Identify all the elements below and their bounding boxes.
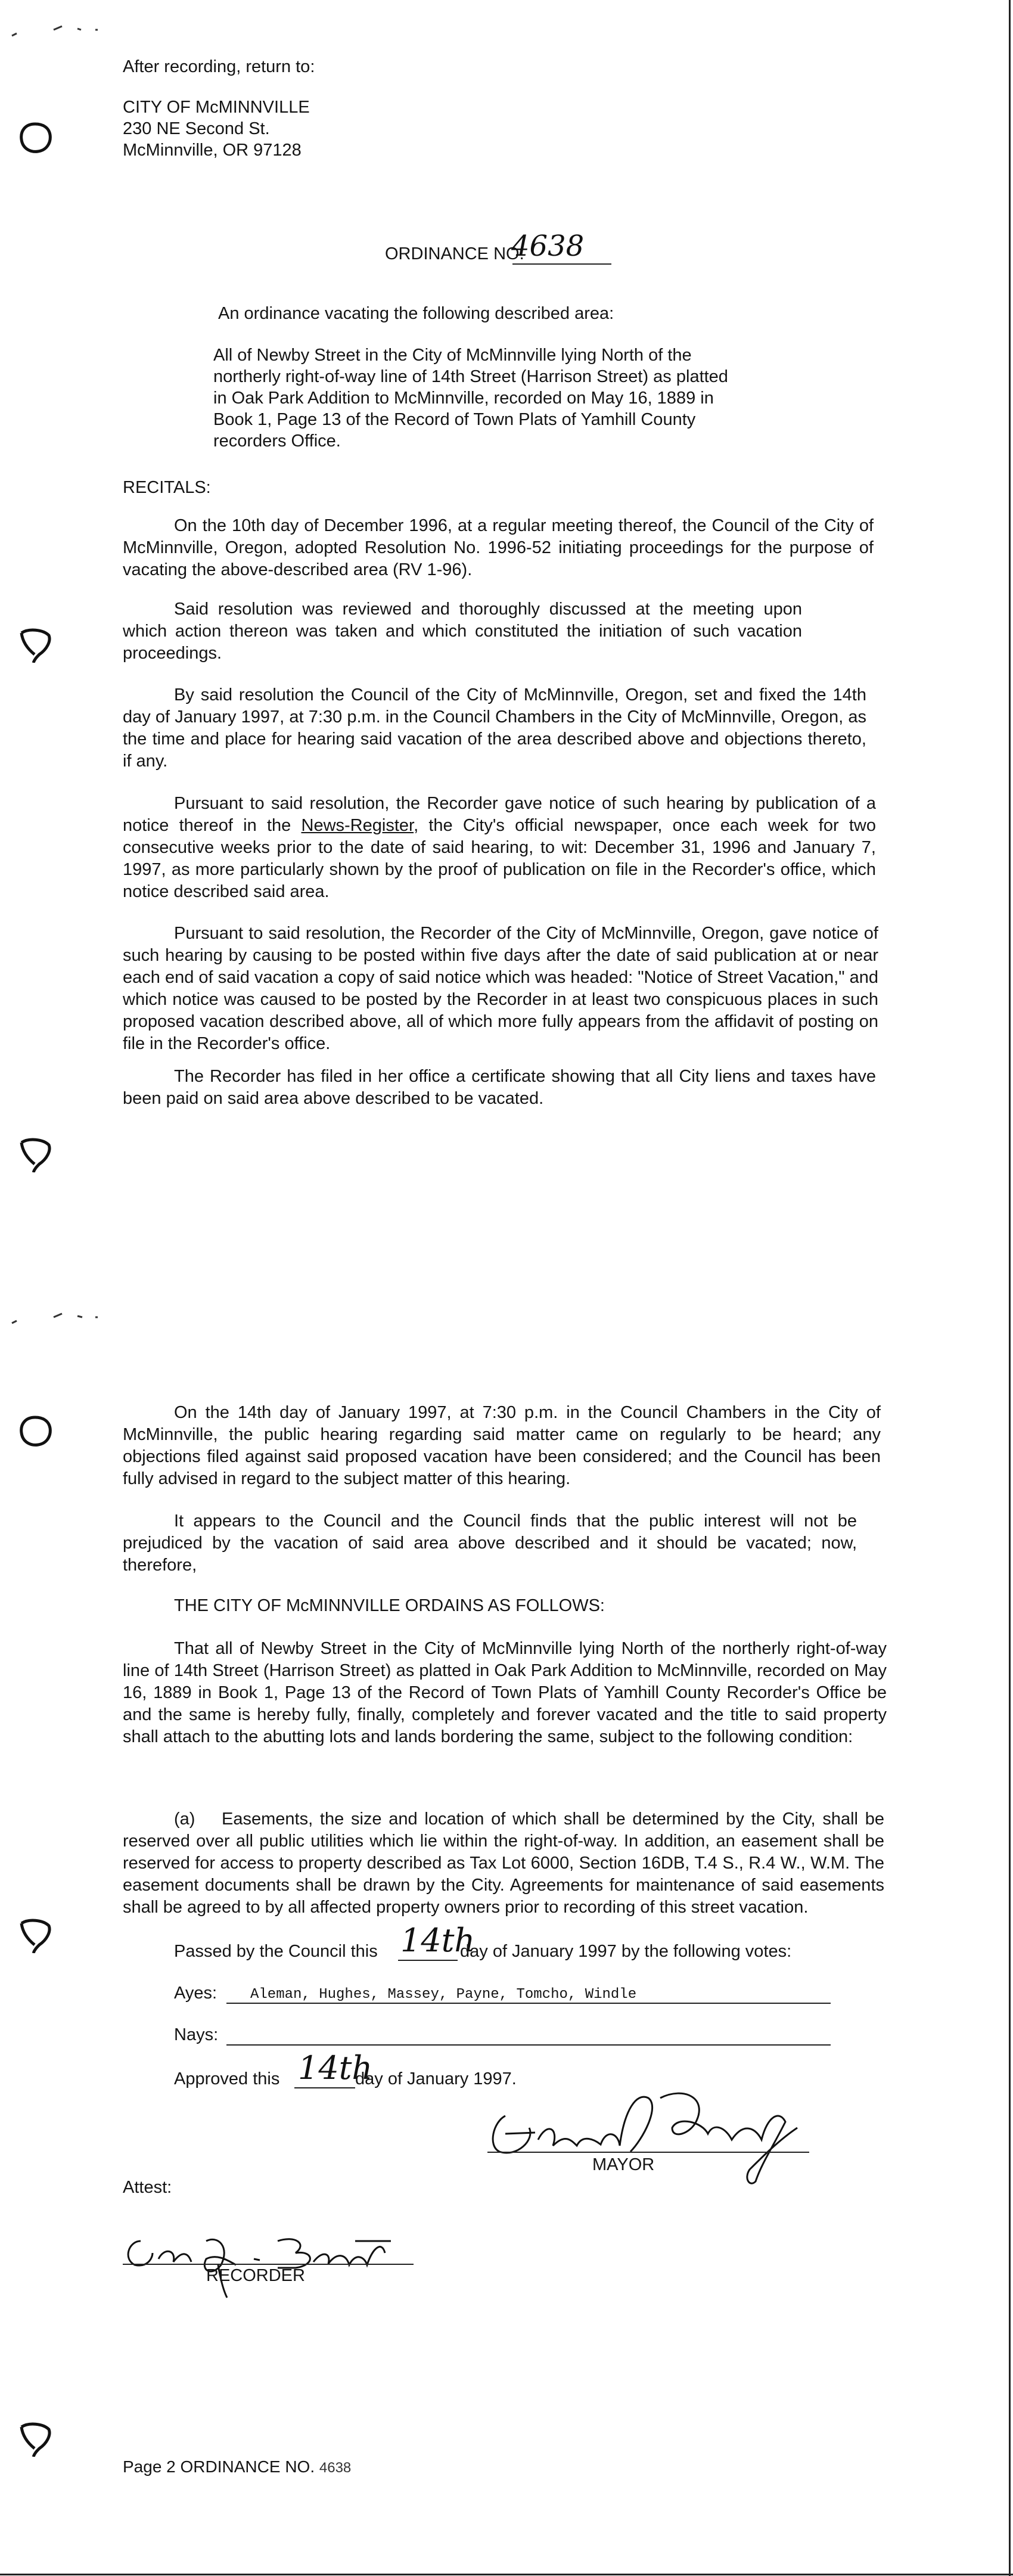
ordinance-number-handwritten: 4638 <box>511 229 585 263</box>
p4-text-before: Pursuant to said resolution, the Recorder gave notice of such hearing by publication of a notice thereof in the <box>123 794 876 835</box>
ordains-heading: THE CITY OF McMINNVILLE ORDAINS AS FOLLOWS: <box>174 1596 605 1615</box>
address-line-2: 230 NE Second St. <box>123 119 270 138</box>
approved-text-after: day of January 1997. <box>355 2069 517 2088</box>
description-line-5: recorders Office. <box>213 432 341 451</box>
approved-day-handwritten: 14th <box>298 2049 373 2087</box>
recital-paragraph-6: The Recorder has filed in her office a certificate showing that all City liens and taxes have been paid on said area above described to be vacated. <box>123 1067 876 1108</box>
mayor-signature-line <box>487 2152 809 2153</box>
passed-day-handwritten: 14th <box>400 1922 476 1959</box>
page-border-bottom <box>0 2574 1013 2575</box>
approved-text-before: Approved this <box>174 2069 280 2088</box>
passed-text-before: Passed by the Council this <box>174 1942 378 1961</box>
condition-label: (a) <box>174 1810 195 1829</box>
mayor-label: MAYOR <box>592 2155 655 2174</box>
nays-underline <box>226 2044 831 2046</box>
recital-paragraph-3: By said resolution the Council of the City of McMinnville, Oregon, set and fixed the 14th day of January 1997, at 7:30 p.m. in the Council Chambers in the City of McMinnville, Oregon, as the time and place for hearing said vacation of the area described above and objections thereto, if any. <box>123 685 866 771</box>
footer-prefix: Page 2 ORDINANCE NO. <box>123 2457 315 2476</box>
attest-label: Attest: <box>123 2178 172 2197</box>
recital-paragraph-4 <box>123 793 876 903</box>
address-line-1: CITY OF McMINNVILLE <box>123 98 310 117</box>
scan-speck-top <box>6 18 125 42</box>
recital-paragraph-1: On the 10th day of December 1996, at a regular meeting thereof, the Council of the City of McMinnville, Oregon, adopted Resolution No. 1996-52 initiating proceedings for the purpose of vacating the above-described area (RV 1-96). <box>123 516 874 579</box>
passed-day-underline <box>398 1960 458 1961</box>
return-to-label: After recording, return to: <box>123 57 315 76</box>
binder-hole-6 <box>17 2420 54 2457</box>
recitals-heading: RECITALS: <box>123 478 211 497</box>
recorder-signature <box>117 2217 427 2301</box>
p4-text-after: , the City's official newspaper, once each week for two consecutive weeks prior to the date of said hearing, to wit: December 31, 1996 and January 7, 1997, as more particularly shown by the proof of publication on file in the Recorder's office, which notice described said area. <box>123 816 876 901</box>
footer-number: 4638 <box>319 2460 352 2476</box>
binder-hole-1 <box>17 119 54 156</box>
approved-day-underline <box>294 2087 355 2088</box>
address-line-3: McMinnville, OR 97128 <box>123 141 302 160</box>
passed-text-after: day of January 1997 by the following votes: <box>460 1942 792 1961</box>
binder-hole-2 <box>17 626 54 663</box>
binder-hole-3 <box>17 1135 54 1172</box>
scan-speck-middle <box>6 1305 125 1329</box>
ayes-label: Ayes: <box>174 1984 217 2003</box>
binder-hole-5 <box>17 1916 54 1953</box>
description-line-3: in Oak Park Addition to McMinnville, recorded on May 16, 1889 in <box>213 389 714 408</box>
findings-paragraph: It appears to the Council and the Council finds that the public interest will not be prejudiced by the vacation of said area above described and it should be vacated; now, therefore, <box>123 1512 857 1575</box>
description-line-2: northerly right-of-way line of 14th Street (Harrison Street) as platted <box>213 367 728 386</box>
description-line-4: Book 1, Page 13 of the Record of Town Plats of Yamhill County <box>213 410 696 429</box>
recital-paragraph-2: Said resolution was reviewed and thoroughly discussed at the meeting upon which action thereon was taken and which constituted the initiation of such vacation proceedings. <box>123 600 802 663</box>
ordinance-intro: An ordinance vacating the following described area: <box>218 304 614 323</box>
recorder-label: RECORDER <box>206 2266 305 2285</box>
ordinance-number-underline <box>512 263 611 265</box>
page-border-right <box>1009 0 1011 2576</box>
recital-paragraph-5: Pursuant to said resolution, the Recorder of the City of McMinnville, Oregon, gave notice of such hearing by causing to be posted within five days after the date of said publication at or near each end of said vacation a copy of said notice which was headed: "Notice of Street Vacation," and which notice was caused to be posted by the Recorder in at least two conspicuous places in such proposed vacation described above, all of which more fully appears from the affidavit of posting on file in the Recorder's office. <box>123 924 878 1053</box>
hearing-paragraph: On the 14th day of January 1997, at 7:30 p.m. in the Council Chambers in the City of McMinnville, the public hearing regarding said matter came on regularly to be heard; any objections filed against said proposed vacation have been considered; and the Council has been fully advised in regard to the subject matter of this hearing. <box>123 1403 881 1488</box>
ordinance-title-label: ORDINANCE NO. <box>385 244 524 263</box>
ayes-underline <box>226 2003 831 2004</box>
description-line-1: All of Newby Street in the City of McMinnville lying North of the <box>213 346 692 365</box>
nays-label: Nays: <box>174 2025 219 2044</box>
news-register-name: News-Register <box>301 816 414 835</box>
binder-hole-4 <box>17 1413 54 1450</box>
condition-paragraph: Easements, the size and location of which shall be determined by the City, shall be reserved over all public utilities which lie within the right-of-way. In addition, an easement shall be reserved for access to property described as Tax Lot 6000, Section 16DB, T.4 S., R.4 W., W.M. The easement documents shall be drawn by the City. Agreements for maintenance of said easements shall be agreed to by all affected property owners prior to recording of this street vacation. <box>123 1810 884 1917</box>
ayes-value: Aleman, Hughes, Massey, Payne, Tomcho, Windle <box>250 1987 637 2003</box>
page-footer <box>123 2456 351 2479</box>
vacation-paragraph: That all of Newby Street in the City of McMinnville lying North of the northerly right-of-way line of 14th Street (Harrison Street) as platted in Oak Park Addition to McMinnville, recorded on May 16, 1889 in Book 1, Page 13 of the Record of Town Plats of Yamhill County Recorder's Office be and the same is hereby fully, finally, completely and forever vacated and the title to said property shall attach to the abutting lots and lands bordering the same, subject to the following condition: <box>123 1639 887 1746</box>
